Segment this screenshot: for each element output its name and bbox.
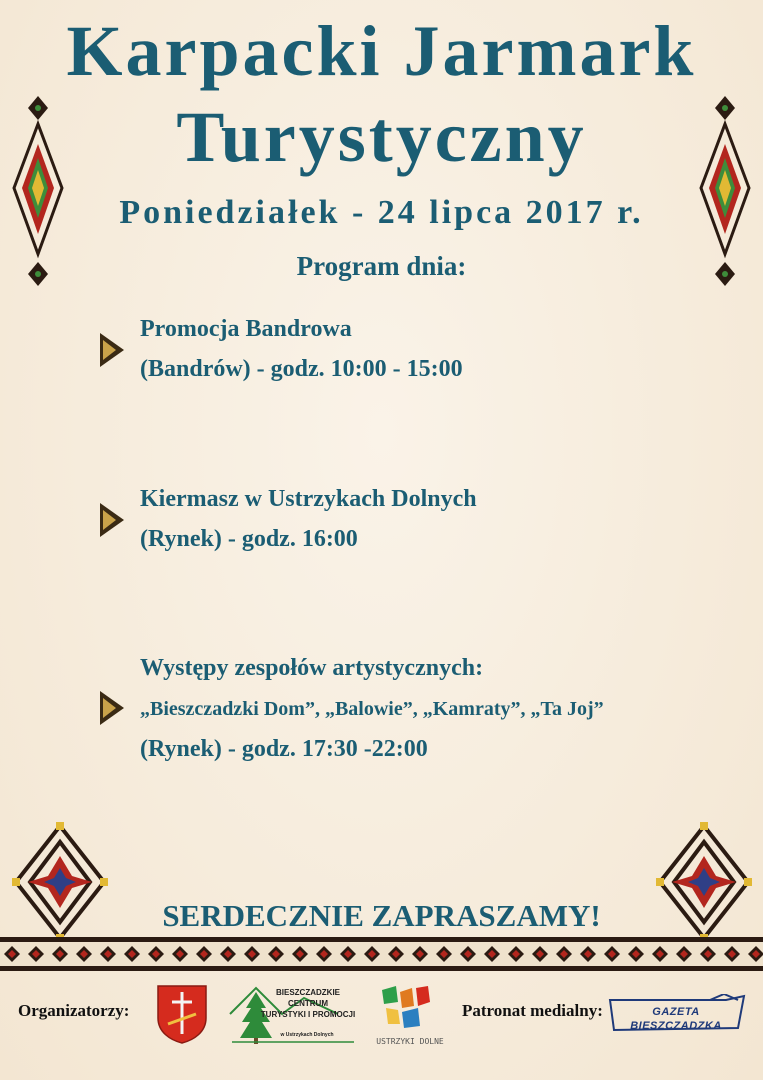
bctip-line-1: BIESZCZADZKIE (276, 988, 340, 997)
organizers-label: Organizatorzy: (18, 1001, 130, 1020)
gazeta-bieszczadzka-logo (606, 994, 748, 1034)
ustrzyki-mark-icon (372, 984, 448, 1030)
bctip-line-2: CENTRUM (288, 999, 328, 1008)
event-date: Poniedziałek - 24 lipca 2017 r. (119, 194, 644, 231)
title-line-2: Turystyczny (176, 97, 587, 177)
event-title: Występy zespołów artystycznych: (140, 655, 484, 681)
bctip-line-3: TURYSTYKI I PROMOCJI (260, 1010, 356, 1019)
event-item (140, 648, 604, 770)
event-performers: „Bieszczadzki Dom”, „Balowie”, „Kamraty”, „Ta Joj” (140, 698, 604, 720)
bullet-arrow-icon (100, 333, 124, 367)
program-heading: Program dnia: (296, 251, 467, 281)
event-title: Promocja Bandrowa (140, 316, 352, 342)
event-title: Kiermasz w Ustrzykach Dolnych (140, 486, 477, 512)
bullet-arrow-icon (100, 691, 124, 725)
embroidery-band (0, 937, 763, 971)
bctip-line-4: w Ustrzykach Dolnych (280, 1032, 334, 1038)
ustrzyki-caption: USTRZYKI DOLNE (376, 1037, 444, 1046)
event-item (140, 479, 477, 559)
embroidery-ornament-right-icon (699, 96, 751, 286)
event-time: (Rynek) - godz. 16:00 (140, 526, 358, 552)
event-time: (Bandrów) - godz. 10:00 - 15:00 (140, 356, 463, 382)
patron-label: Patronat medialny: (462, 1001, 603, 1020)
ustrzyki-logo (372, 984, 448, 1046)
embroidery-ornament-left-icon (12, 96, 64, 286)
closing-invitation: SERDECZNIE ZAPRASZAMY! (162, 898, 601, 933)
coat-of-arms-icon (156, 984, 208, 1044)
bctip-logo (226, 984, 360, 1046)
bullet-arrow-icon (100, 503, 124, 537)
event-time: (Rynek) - godz. 17:30 -22:00 (140, 736, 428, 762)
title-line-1: Karpacki Jarmark (66, 11, 697, 91)
event-item (140, 309, 463, 389)
gazeta-title: GAZETA BIESZCZADZKA (630, 1006, 722, 1032)
